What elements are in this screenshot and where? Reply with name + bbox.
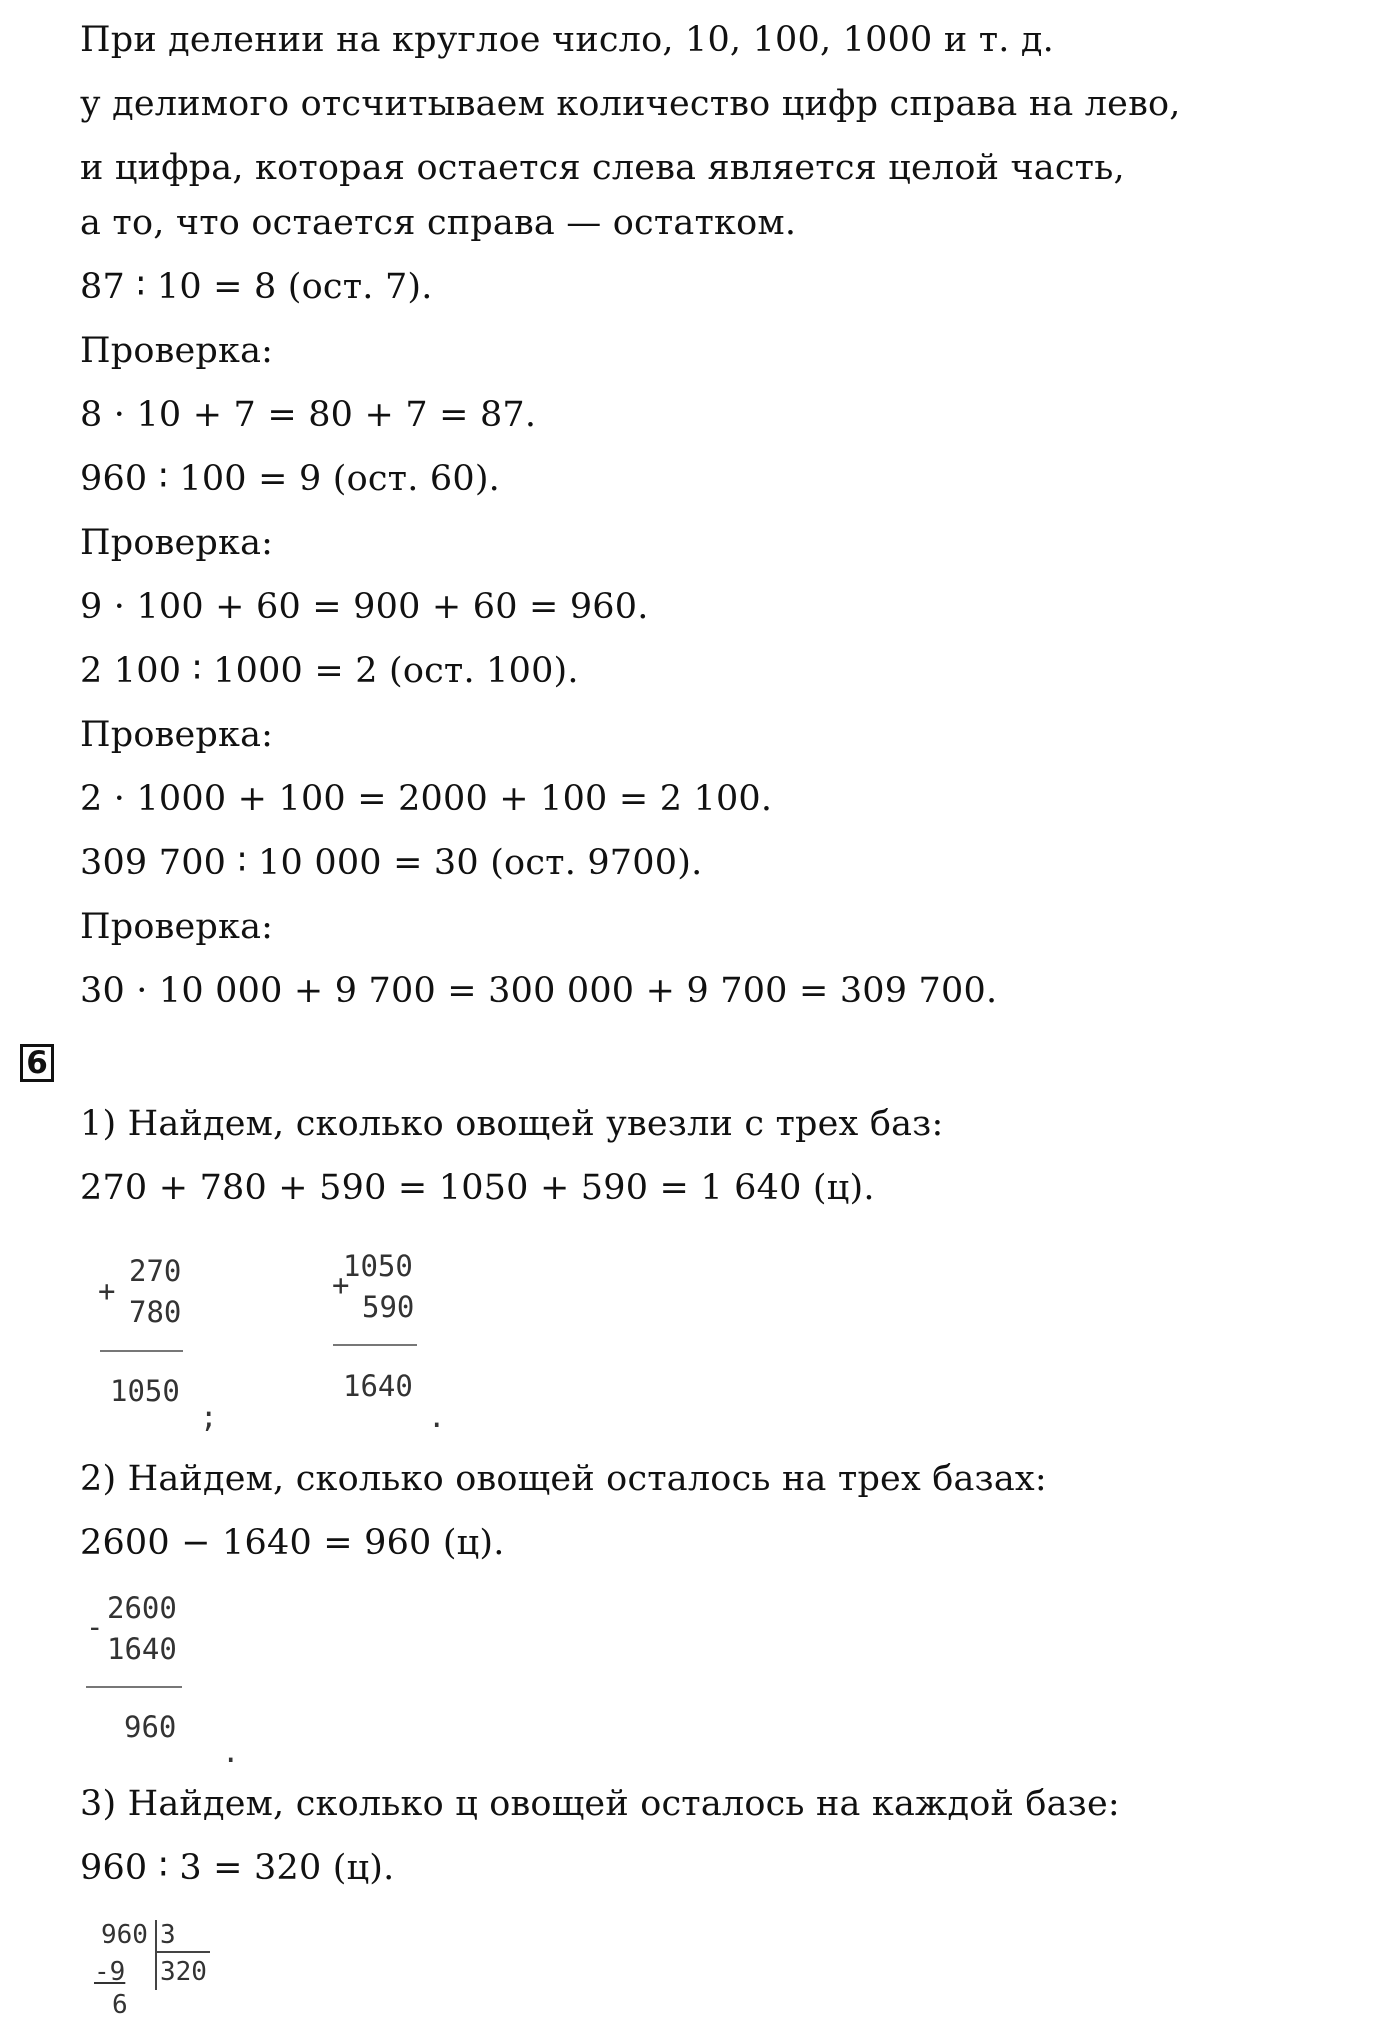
div-remainder: 6 [112, 1990, 128, 2020]
sub-period: . [222, 1735, 240, 1769]
intro-line-4: а то, что остается справа — остатком. [80, 203, 797, 243]
sub-operand-b: 1640 [107, 1632, 177, 1666]
task-number-box: 6 [20, 1044, 54, 1082]
sub-rule [86, 1686, 182, 1688]
sub-minus-sign: - [86, 1610, 104, 1644]
div-divisor: 3 [160, 1920, 176, 1950]
add2-period: . [428, 1400, 446, 1434]
example-3-check: 2 · 1000 + 100 = 2000 + 100 = 2 100. [80, 779, 773, 819]
sub-result: 960 [124, 1710, 177, 1744]
intro-line-1: При делении на круглое число, 10, 100, 1000 и т. д. [80, 20, 1054, 60]
add1-semicolon: ; [200, 1400, 218, 1434]
div-vertical-bar [155, 1920, 157, 1990]
example-3-check-label: Проверка: [80, 715, 274, 755]
example-1-equation: 87 ∶ 10 = 8 (ост. 7). [80, 267, 433, 307]
add2-rule [333, 1344, 417, 1346]
example-4-check-label: Проверка: [80, 907, 274, 947]
add2-result: 1640 [343, 1369, 413, 1403]
add2-plus-sign: + [332, 1268, 350, 1302]
task-step-2-equation: 2600 − 1640 = 960 (ц). [80, 1523, 505, 1563]
example-4-equation: 309 700 ∶ 10 000 = 30 (ост. 9700). [80, 843, 703, 883]
task-step-2: 2) Найдем, сколько овощей осталось на трех базах: [80, 1459, 1047, 1499]
add2-operand-b: 590 [362, 1290, 415, 1324]
task-step-1-equation: 270 + 780 + 590 = 1050 + 590 = 1 640 (ц). [80, 1168, 875, 1208]
add1-operand-b: 780 [129, 1295, 182, 1329]
example-1-check: 8 · 10 + 7 = 80 + 7 = 87. [80, 395, 537, 435]
intro-line-2: у делимого отсчитываем количество цифр справа на лево, [80, 84, 1181, 124]
div-divisor-underline [155, 1951, 210, 1953]
add1-rule [100, 1350, 183, 1352]
add2-operand-a: 1050 [343, 1249, 413, 1283]
add1-operand-a: 270 [129, 1254, 182, 1288]
example-1-check-label: Проверка: [80, 331, 274, 371]
example-4-check: 30 · 10 000 + 9 700 = 300 000 + 9 700 = 309 700. [80, 971, 998, 1011]
example-3-equation: 2 100 ∶ 1000 = 2 (ост. 100). [80, 651, 579, 691]
add1-plus-sign: + [98, 1274, 116, 1308]
div-quotient: 320 [160, 1957, 207, 1987]
example-2-check: 9 · 100 + 60 = 900 + 60 = 960. [80, 587, 649, 627]
example-2-equation: 960 ∶ 100 = 9 (ост. 60). [80, 459, 500, 499]
add1-result: 1050 [110, 1374, 180, 1408]
sub-operand-a: 2600 [107, 1591, 177, 1625]
div-subtrahend: -9 [94, 1957, 126, 1987]
task-step-3-equation: 960 ∶ 3 = 320 (ц). [80, 1848, 395, 1888]
div-dividend: 960 [101, 1920, 148, 1950]
example-2-check-label: Проверка: [80, 523, 274, 563]
task-step-3: 3) Найдем, сколько ц овощей осталось на каждой базе: [80, 1784, 1120, 1824]
intro-line-3: и цифра, которая остается слева является целой часть, [80, 148, 1125, 188]
task-step-1: 1) Найдем, сколько овощей увезли с трех баз: [80, 1104, 944, 1144]
